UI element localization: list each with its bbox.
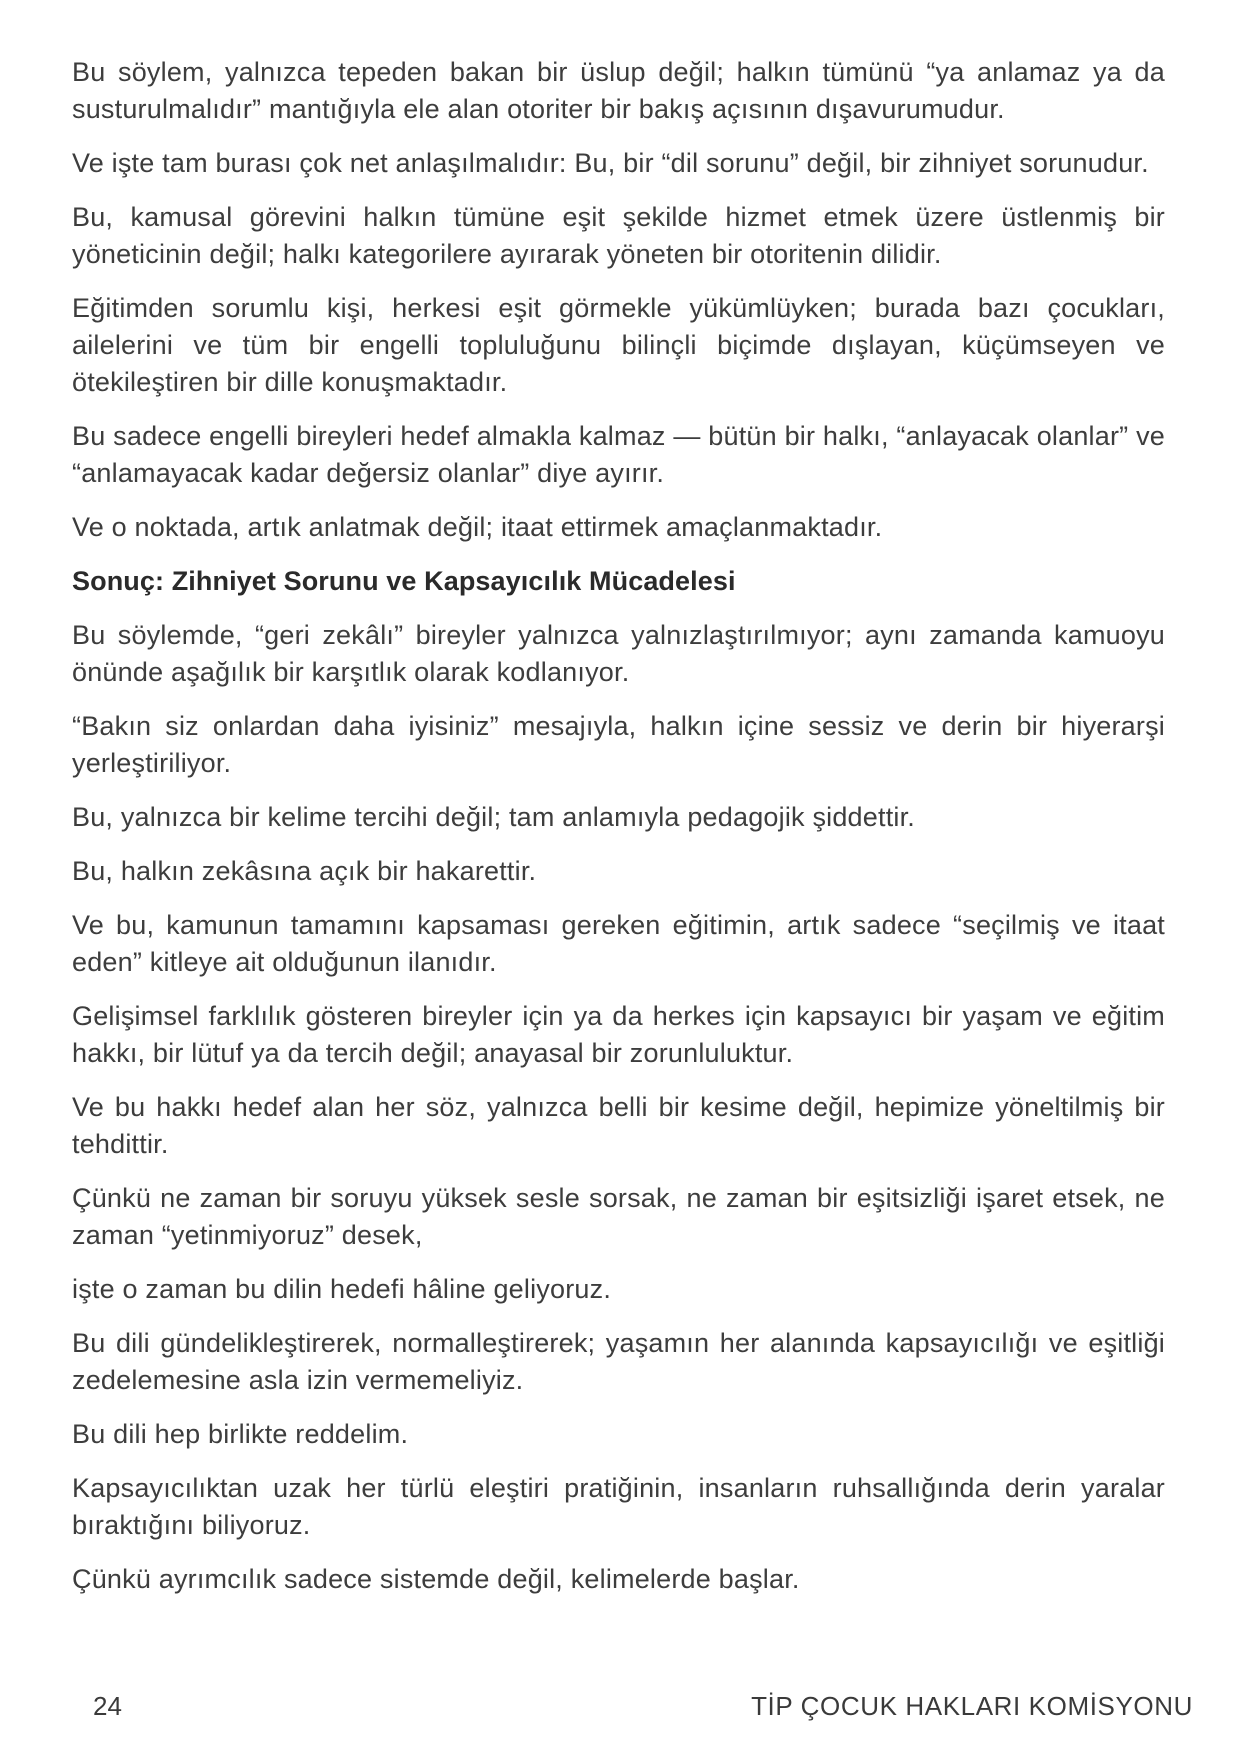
paragraph: Ve o noktada, artık anlatmak değil; itaat ettirmek amaçlanmaktadır.	[72, 512, 883, 542]
paragraph: Bu söylemde, “geri zekâlı” bireyler yalnızca yalnızlaştırılmıyor; aynı zamanda kamuoyu önünde aşağılık bir karşıtlık olarak kodlanıyor.	[72, 620, 1165, 687]
paragraph: Bu söylem, yalnızca tepeden bakan bir üslup değil; halkın tümünü “ya anlamaz ya da susturulmalıdır” mantığıyla ele alan otoriter bir bakış açısının dışavurumudur.	[72, 57, 1165, 124]
paragraph: Bu, kamusal görevini halkın tümüne eşit şekilde hizmet etmek üzere üstlenmiş bir yöneticinin değil; halkı kategorilere ayırarak yöneten bir otoritenin dilidir.	[72, 202, 1165, 269]
paragraph: Ve işte tam burası çok net anlaşılmalıdır: Bu, bir “dil sorunu” değil, bir zihniyet sorunudur.	[72, 148, 1149, 178]
paragraph: Gelişimsel farklılık gösteren bireyler için ya da herkes için kapsayıcı bir yaşam ve eğitim hakkı, bir lütuf ya da tercih değil; anayasal bir zorunluluktur.	[72, 1001, 1165, 1068]
paragraph: işte o zaman bu dilin hedefi hâline geliyoruz.	[72, 1274, 612, 1304]
paragraph: Çünkü ayrımcılık sadece sistemde değil, kelimelerde başlar.	[72, 1564, 800, 1594]
paragraph: Bu dili hep birlikte reddelim.	[72, 1419, 409, 1449]
page-body-text	[72, 54, 1165, 1615]
paragraph: Ve bu, kamunun tamamını kapsaması gereken eğitimin, artık sadece “seçilmiş ve itaat eden” kitleye ait olduğunun ilanıdır.	[72, 910, 1165, 977]
page-number: 24	[93, 1691, 122, 1721]
paragraph: Kapsayıcılıktan uzak her türlü eleştiri pratiğinin, insanların ruhsallığında derin yaralar bıraktığını biliyoruz.	[72, 1473, 1165, 1540]
paragraph: “Bakın siz onlardan daha iyisiniz” mesajıyla, halkın içine sessiz ve derin bir hiyerarşi yerleştiriliyor.	[72, 711, 1165, 778]
section-heading: Sonuç: Zihniyet Sorunu ve Kapsayıcılık Mücadelesi	[72, 566, 736, 596]
paragraph: Bu sadece engelli bireyleri hedef almakla kalmaz — bütün bir halkı, “anlayacak olanlar” ve “anlamayacak kadar değersiz olanlar” diye ayırır.	[72, 421, 1165, 488]
footer-organization: TİP ÇOCUK HAKLARI KOMİSYONU	[751, 1691, 1193, 1721]
paragraph: Ve bu hakkı hedef alan her söz, yalnızca belli bir kesime değil, hepimize yöneltilmiş bir tehdittir.	[72, 1092, 1165, 1159]
paragraph: Bu, yalnızca bir kelime tercihi değil; tam anlamıyla pedagojik şiddettir.	[72, 802, 915, 832]
paragraph: Bu dili gündelikleştirerek, normalleştirerek; yaşamın her alanında kapsayıcılığı ve eşitliği zedelemesine asla izin vermemeliyiz.	[72, 1328, 1165, 1395]
paragraph: Çünkü ne zaman bir soruyu yüksek sesle sorsak, ne zaman bir eşitsizliği işaret etsek, ne zaman “yetinmiyoruz” desek,	[72, 1183, 1165, 1250]
paragraph: Bu, halkın zekâsına açık bir hakarettir.	[72, 856, 537, 886]
paragraph: Eğitimden sorumlu kişi, herkesi eşit görmekle yükümlüyken; burada bazı çocukları, ailelerini ve tüm bir engelli topluluğunu bilinçli biçimde dışlayan, küçümseyen ve ötekileştiren bir dille konuşmaktadır.	[72, 293, 1165, 397]
page-footer	[0, 1690, 1241, 1722]
